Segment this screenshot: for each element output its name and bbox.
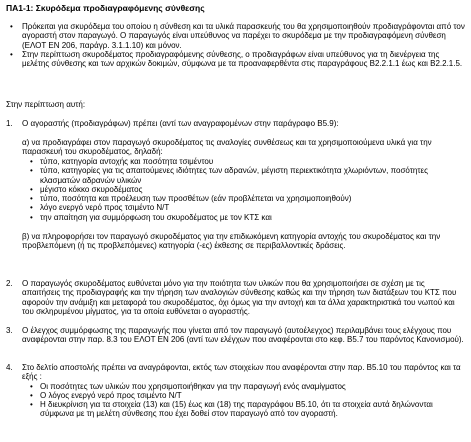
item-number: 4. — [6, 363, 13, 372]
intro-list — [6, 22, 465, 68]
list-item: • την απαίτηση για συμμόρφωση του σκυροδέματος με τον ΚΤΣ και — [6, 213, 465, 222]
item-1-a — [6, 138, 465, 157]
case-heading: Στην περίπτωση αυτή: — [6, 100, 86, 109]
item-2 — [6, 279, 465, 316]
intro-bullet: • Πρόκειται για σκυρόδεμα του οποίου η σύνθεση και τα υλικά παρασκευής του θα χρησιμοποιηθούν προδιαγράφονται από τον αγοραστή στον παραγωγό. Ο παραγωγός είναι υπεύθυνος να παρέχει το σκυρόδεμα με την προδιαγραφόμενη σύνθεση (ΕΛΟΤ ΕΝ 206, παράγρ. 3.1.1.10) και μόνον. — [6, 22, 465, 50]
item-number: 1. — [6, 119, 13, 128]
item-4 — [6, 363, 465, 419]
item-3 — [6, 326, 465, 345]
list-item: • λόγο ενεργό νερό προς τσιμέντο Ν/Τ — [6, 203, 465, 212]
item-number: 3. — [6, 326, 13, 335]
item-number: 2. — [6, 279, 13, 288]
list-item: • Ο λόγος ενεργό νερό προς τσιμέντο Ν/Τ — [6, 391, 465, 400]
list-item: • Οι ποσότητες των υλικών που χρησιμοποιήθηκαν για την παραγωγή ενός αναμίγματος — [6, 382, 465, 391]
item-1-b — [6, 232, 465, 251]
list-item: • Η διευκρίνιση για τα στοιχεία (13) και (15) έως και (18) της παραγράφου Β5.10, ότι τα στοιχεία αυτά δηλώνονται σύμφωνα με τη μελέτη σύνθεσης που έχει δοθεί στον παραγωγό από τον αγοραστή. — [6, 400, 465, 419]
list-item: • τύπο, κατηγορίες για τις απαιτούμενες ιδιότητες των αδρανών, μέγιστη περιεκτικότητα χλωριόντων, ποσότητες κλασματών αδρανών υλικών — [6, 166, 465, 185]
item-1-b-text: β) να πληροφορήσει τον παραγωγό σκυροδέματος για την επιδιωκόμενη κατηγορία αντοχής του σκυροδέματος και την προβλεπόμενη (ή τις προβλεπόμενες) κατηγορία (-ες) έκθεσης σε περιβαλλοντικές δράσεις. — [22, 232, 441, 251]
item-text: Ο αγοραστής (προδιαγράφων) πρέπει (αντί των αναγραφομένων στην παράγραφο Β5.9): — [22, 119, 339, 128]
item-2-text — [6, 279, 465, 316]
item-3-text — [6, 326, 465, 345]
item-4-text — [6, 363, 465, 382]
intro-bullet: • Στην περίπτωση σκυροδέματος προδιαγραφόμενης σύνθεσης, ο προδιαγράφων είναι υπεύθυνος για τη διενέργεια της μελέτης σύνθεσης και των αρχικών δοκιμών, σύμφωνα με τα προαναφερθέντα στις παραγράφους Β2.2.1.1 έως και Β2.2.1.5. — [6, 50, 465, 69]
list-item: • μέγιστο κόκκο σκυροδέματος — [6, 185, 465, 194]
item-1-a-list — [6, 157, 465, 222]
item-1-text — [6, 119, 465, 128]
item-text: Ο παραγωγός σκυροδέματος ευθύνεται μόνο για την ποιότητα των υλικών που θα χρησιμοποιήσει σε σχέση με τις απαιτήσεις της προδιαγραφής και την τήρηση των αναλογιών σύνθεσης καθώς και την τήρηση των διατάξεων του ΚΤΣ που αφορούν την ανάμιξη και μεταφορά του σκυροδέματος, όχι όμως για την αντοχή και τα άλλα χαρακτηριστικά του νωπού και του σκληρυμένου μίγματος, για τα οποία ευθύνεται ο αγοραστής. — [22, 279, 457, 316]
list-item: • τύπο, κατηγορία αντοχής και ποσότητα τσιμέντου — [6, 157, 465, 166]
item-text: Ο έλεγχος συμμόρφωσης της παραγωγής που γίνεται από τον παραγωγό (αυτοέλεγχος) περιλαμβάνει τους ελέγχους που αναφέρονται στην παρ. 8.3 του ΕΛΟΤ ΕΝ 206 (αντί των ελέγχων που αναφέρονται στο κεφ. Β5.7 του παρόντος Κανονισμού). — [22, 326, 464, 345]
item-1-a-text: α) να προδιαγράφει στον παραγωγό σκυροδέματος τις αναλογίες συνθέσεως και τα χρησιμοποιούμενα υλικά για την παρασκευή του σκυροδέματος, δηλαδή: — [22, 138, 432, 157]
item-text: Στο δελτίο αποστολής πρέπει να αναγράφονται, εκτός των στοιχείων που αναφέρονται στην παρ. Β5.10 του παρόντος και τα εξής : — [22, 363, 461, 382]
page-title: ΠΑ1-1: Σκυρόδεμα προδιαγραφόμενης σύνθεσης — [6, 3, 205, 13]
item-1 — [6, 119, 465, 128]
list-item: • τύπο, ποσότητα και προέλευση των προσθέτων (εάν προβλέπεται να χρησιμοποιηθούν) — [6, 194, 465, 203]
